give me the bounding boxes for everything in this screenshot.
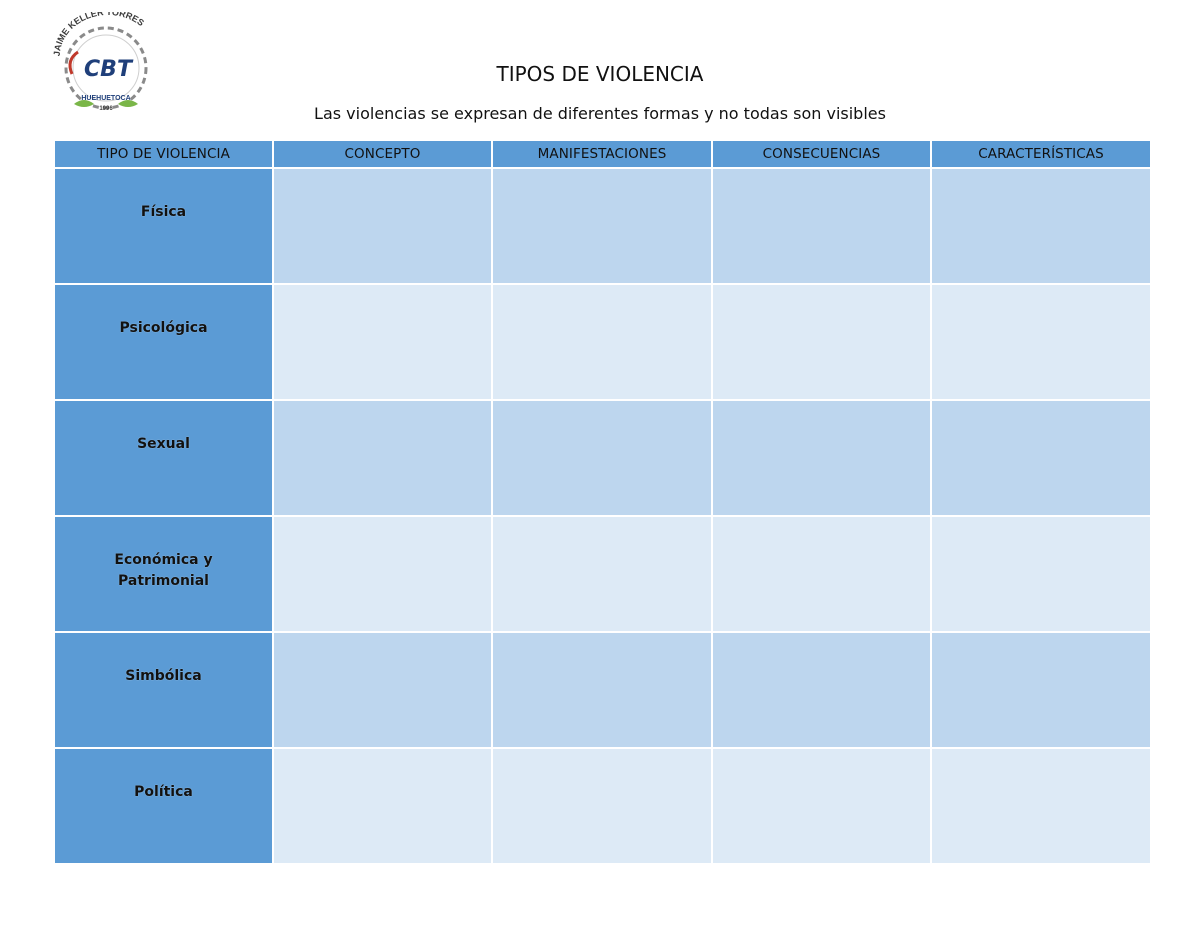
- page-title: [0, 62, 1200, 86]
- logo-location: HUEHUETOCA: [81, 95, 131, 102]
- table-cell[interactable]: [713, 401, 930, 515]
- row-label-fisica: [55, 169, 272, 283]
- table-cell[interactable]: [493, 633, 711, 747]
- logo-initials: CBT: [84, 57, 132, 82]
- table-cell[interactable]: [274, 517, 491, 631]
- table-cell[interactable]: [493, 749, 711, 863]
- table-cell[interactable]: [932, 401, 1150, 515]
- header-tipo: TIPO DE VIOLENCIA: [55, 141, 272, 167]
- row-label-politica: [55, 749, 272, 863]
- row-label-text: Psicológica: [119, 320, 208, 336]
- table-cell[interactable]: [493, 401, 711, 515]
- table-cell[interactable]: [713, 749, 930, 863]
- table-cell[interactable]: [274, 401, 491, 515]
- table-cell[interactable]: [932, 749, 1150, 863]
- header-manifestaciones: MANIFESTACIONES: [493, 141, 711, 167]
- table-cell[interactable]: [932, 285, 1150, 399]
- row-label-psicologica: [55, 285, 272, 399]
- table-cell[interactable]: [493, 517, 711, 631]
- table-cell[interactable]: [274, 749, 491, 863]
- page-title-text: TIPOS DE VIOLENCIA: [496, 62, 704, 86]
- table-cell[interactable]: [274, 169, 491, 283]
- header-consecuencias: CONSECUENCIAS: [713, 141, 930, 167]
- row-label-economica: [55, 517, 272, 631]
- header-caracteristicas: CARACTERÍSTICAS: [932, 141, 1150, 167]
- header-concepto: CONCEPTO: [274, 141, 491, 167]
- table-cell[interactable]: [274, 285, 491, 399]
- table-cell[interactable]: [932, 169, 1150, 283]
- logo-arc-text: JAIME KELLER ORRES: [51, 12, 146, 57]
- table-cell[interactable]: [713, 169, 930, 283]
- row-label-simbolica: [55, 633, 272, 747]
- table-cell[interactable]: [932, 517, 1150, 631]
- row-label-text: Económica y Patrimonial: [114, 552, 213, 589]
- row-label-text: Sexual: [137, 436, 190, 452]
- logo-year: 1996: [99, 106, 113, 112]
- table-cell[interactable]: [493, 285, 711, 399]
- table-cell[interactable]: [932, 633, 1150, 747]
- row-label-sexual: [55, 401, 272, 515]
- table-cell[interactable]: [493, 169, 711, 283]
- row-label-text: Física: [140, 204, 187, 220]
- table-cell[interactable]: [713, 517, 930, 631]
- table-cell[interactable]: [274, 633, 491, 747]
- table-cell[interactable]: [713, 285, 930, 399]
- page-subtitle: Las violencias se expresan de diferentes formas y no todas son visibles: [314, 104, 886, 123]
- row-label-text: Simbólica: [125, 668, 202, 684]
- row-label-text: Política: [134, 784, 193, 800]
- violence-types-table: [55, 141, 1145, 863]
- table-cell[interactable]: [713, 633, 930, 747]
